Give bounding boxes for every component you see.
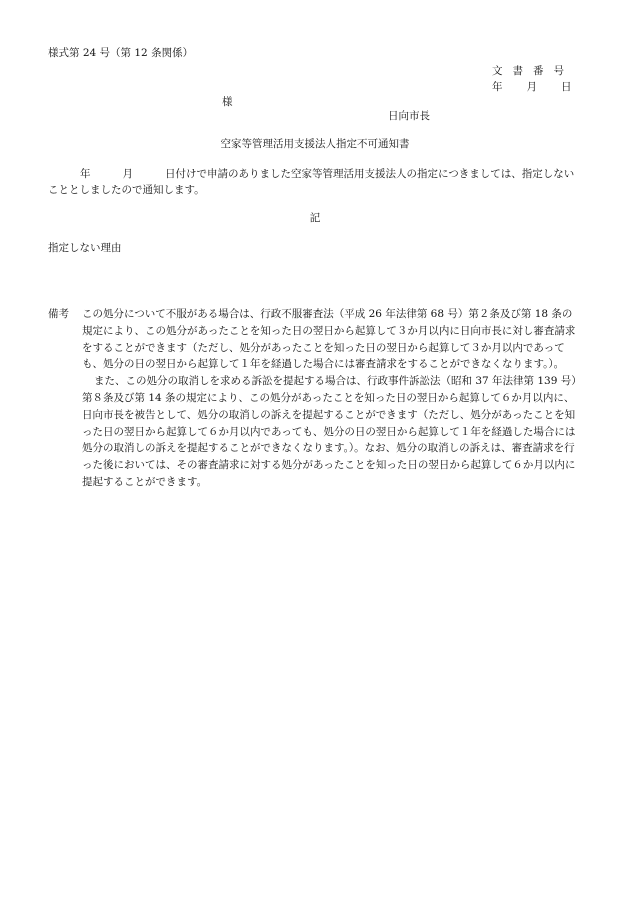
- date-day-unit: 日: [561, 81, 572, 93]
- body-year-unit: 年: [80, 168, 91, 180]
- record-heading: 記: [309, 212, 321, 224]
- remarks-section: [48, 306, 582, 491]
- issuer-name: 日向市長: [388, 110, 430, 122]
- form-label: 様式第 24 号（第 12 条関係）: [48, 47, 194, 59]
- remarks-paragraph-appeal: この処分について不服がある場合は、行政不服審査法（平成 26 年法律第 68 号）第２条及び第 18 条の規定により、この処分があったことを知った日の翌日から起算して３か月以内に日向市長に対し審査請求をすることができます（ただし、処分があったことを知った日の翌日から起算して３か月以内であっても、処分の日の翌日から起算して１年を経過した場合には審査請求をすることができなくなります。）。: [82, 308, 576, 371]
- date-month-unit: 月: [526, 81, 537, 93]
- remarks-label: 備考: [48, 308, 69, 320]
- recipient-honorific: 様: [222, 96, 233, 108]
- notice-body: [48, 166, 582, 199]
- issue-date: [492, 81, 572, 94]
- remarks-paragraph-lawsuit: また、この処分の取消しを求める訴訟を提起する場合は、行政事件訴訟法（昭和 37 年法律第 139 号）第８条及び第 14 条の規定により、この処分があったことを知った日の翌日から起算して６か月以内に、日向市長を被告として、処分の取消しの訴えを提起することができます（ただし、処分があったことを知った日の翌日から起算して６か月以内であっても、処分の日の翌日から起算して１年を経過した場合には処分の取消しの訴えを提起することができなくなります。）。なお、処分の取消しの訴えは、審査請求を行った後においては、その審査請求に対する処分があったことを知った日の翌日から起算して６か月以内に提起することができます。: [82, 375, 582, 488]
- body-text: 日付けで申請のありました空家等管理活用支援法人の指定につきましては、指定しないこととしましたので通知します。: [48, 168, 575, 197]
- date-year-unit: 年: [492, 81, 503, 93]
- document-number-label: 文書番号: [492, 65, 574, 77]
- body-month-unit: 月: [122, 168, 133, 180]
- document-title: 空家等管理活用支援法人指定不可通知書: [220, 138, 410, 150]
- reason-label: 指定しない理由: [48, 242, 122, 254]
